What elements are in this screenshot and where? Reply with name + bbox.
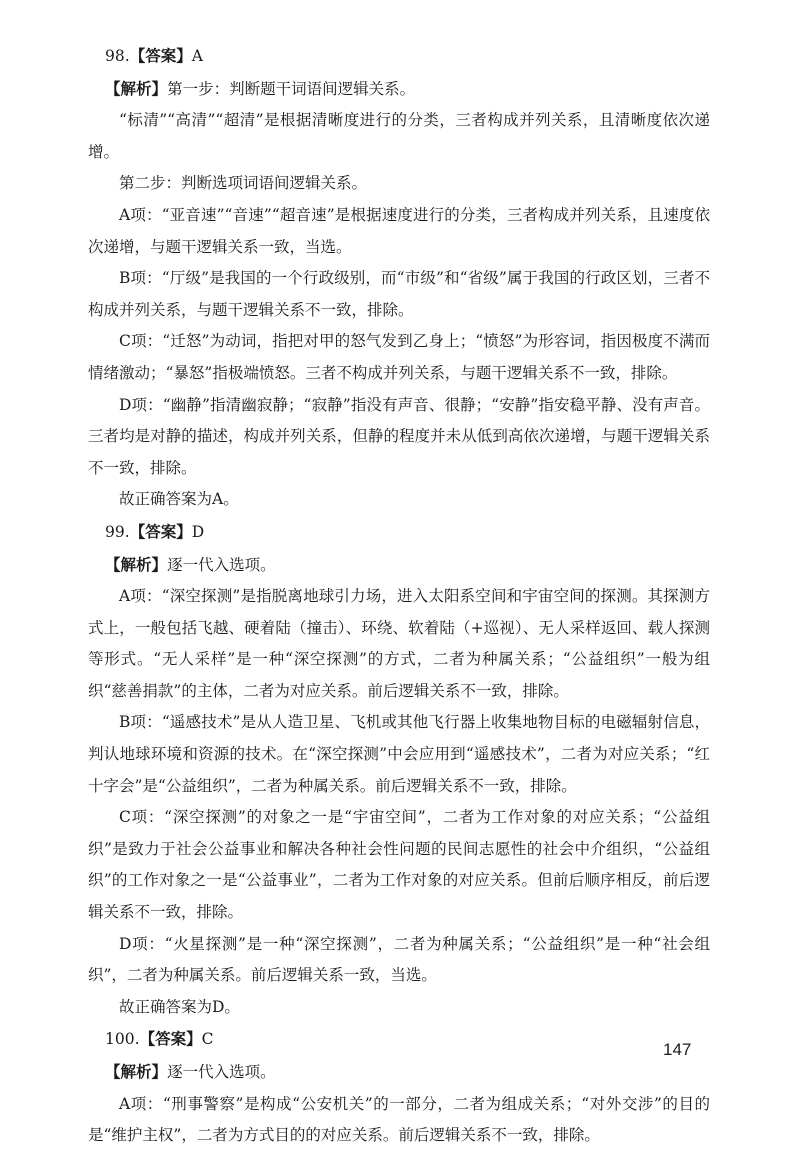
analysis-line	[88, 73, 710, 106]
option-d-analysis: D项：“幽静”指清幽寂静；“寂静”指没有声音、很静；“安静”指安稳平静、没有声音。三者均是对静的描述，构成并列关系，但静的程度并未从低到高依次递增，与题干逻辑关系不一致，排除。	[88, 395, 710, 477]
page-number: 147	[663, 1040, 692, 1059]
option-d-analysis: D项：“火星探测”是一种“深空探测”，二者为种属关系；“公益组织”是一种“社会组织”，二者为种属关系。前后逻辑关系一致，当选。	[88, 934, 710, 985]
analysis-label: 【解析】	[105, 554, 168, 574]
analysis-line	[88, 1056, 710, 1089]
question-99	[88, 516, 710, 1024]
option-a-analysis: A项：“刑事警察”是构成“公安机关”的一部分，二者为组成关系；“对外交涉”的目的是“维护主权”，二者为方式目的的对应关系。前后逻辑关系不一致，排除。	[88, 1094, 710, 1145]
option-c-analysis: C项：“迁怒”为动词，指把对甲的怒气发到乙身上；“愤怒”为形容词，指因极度不满而情绪激动；“暴怒”指极端愤怒。三者不构成并列关系，与题干逻辑关系不一致，排除。	[88, 332, 710, 382]
question-number: 100.	[105, 1030, 140, 1049]
analysis-intro: 第一步：判断题干词语间逻辑关系。	[167, 79, 416, 98]
answer-value: C	[201, 1030, 214, 1049]
answer-label: 【答案】	[139, 1029, 202, 1049]
answer-label: 【答案】	[129, 521, 192, 541]
page-content	[88, 40, 710, 1152]
option-a-analysis: A项：“亚音速”“音速”“超音速”是根据速度进行的分类，三者构成并列关系，且速度依次递增，与题干逻辑关系一致，当选。	[88, 205, 710, 256]
question-100	[88, 1023, 710, 1151]
paragraph: “标清”“高清”“超清”是根据清晰度进行的分类，三者构成并列关系，且清晰度依次递增。	[88, 111, 710, 161]
paragraph: 第二步：判断选项词语间逻辑关系。	[119, 174, 368, 193]
answer-line	[88, 1023, 710, 1056]
analysis-label: 【解析】	[105, 1062, 168, 1081]
option-b-analysis: B项：“遥感技术”是从人造卫星、飞机或其他飞行器上收集地物目标的电磁辐射信息，判认地球环境和资源的技术。在“深空探测”中会应用到“遥感技术”，二者为对应关系；“红十字会”是“公益组织”，二者为种属关系。前后逻辑关系不一致，排除。	[88, 713, 710, 795]
answer-value: A	[191, 47, 203, 65]
analysis-label: 【解析】	[105, 78, 168, 98]
answer-value: D	[191, 522, 205, 541]
analysis-intro: 逐一代入选项。	[167, 1063, 276, 1081]
option-a-analysis: A项：“深空探测”是指脱离地球引力场，进入太阳系空间和宇宙空间的探测。其探测方式上，一般包括飞越、硬着陆（撞击）、环绕、软着陆（+巡视）、无人采样返回、载人探测等形式。“无人采样”是一种“深空探测”的方式，二者为种属关系；“公益组织”一般为组织“慈善捐款”的主体，二者为对应关系。前后逻辑关系不一致，排除。	[88, 587, 710, 700]
conclusion: 故正确答案为D。	[119, 997, 240, 1016]
conclusion: 故正确答案为A。	[119, 490, 239, 509]
option-c-analysis: C项：“深空探测”的对象之一是“宇宙空间”，二者为工作对象的对应关系；“公益组织”是致力于社会公益事业和解决各种社会性问题的民间志愿性的社会中介组织，“公益组织”的工作对象之一是“公益事业”，二者为工作对象的对应关系。但前后顺序相反，前后逻辑关系不一致，排除。	[88, 808, 710, 922]
option-b-analysis: B项：“厅级”是我国的一个行政级别，而“市级”和“省级”属于我国的行政区划，三者不构成并列关系，与题干逻辑关系不一致，排除。	[88, 269, 710, 319]
answer-label: 【答案】	[129, 46, 192, 65]
analysis-line	[88, 549, 710, 582]
question-98	[88, 40, 710, 516]
question-number: 98.	[105, 47, 130, 65]
answer-line	[88, 40, 710, 73]
question-number: 99.	[105, 522, 130, 541]
analysis-intro: 逐一代入选项。	[167, 555, 276, 574]
answer-line	[88, 516, 710, 549]
